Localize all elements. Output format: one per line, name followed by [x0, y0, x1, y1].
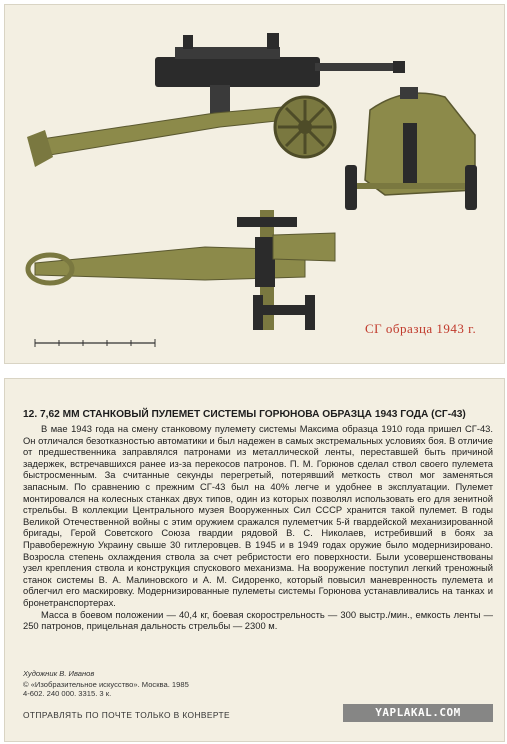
publisher-line-1: © «Изобразительное искусство». Москва. 1985 — [23, 680, 189, 689]
gun-shield — [365, 93, 475, 195]
publisher-info — [23, 680, 189, 698]
illustration-caption: СГ образца 1943 г. — [365, 321, 477, 336]
watermark-badge: YAPLAKAL.COM — [343, 704, 493, 722]
muzzle — [393, 61, 405, 73]
shield-muzzle — [400, 87, 418, 99]
rear-sight — [183, 35, 193, 49]
top-shield — [273, 233, 335, 261]
front-mount — [403, 123, 417, 183]
description-card — [4, 378, 505, 742]
mail-instruction: ОТПРАВЛЯТЬ ПО ПОЧТЕ ТОЛЬКО В КОНВЕРТЕ — [23, 710, 230, 720]
article-body — [23, 423, 493, 632]
front-left-wheel — [345, 165, 357, 210]
gun-receiver — [155, 57, 320, 87]
top-gun-body — [255, 237, 275, 287]
carry-handle — [267, 33, 279, 49]
front-right-wheel — [465, 165, 477, 210]
top-front-axle — [237, 217, 297, 227]
top-wheel-right — [305, 295, 315, 330]
side-view — [27, 33, 405, 167]
front-axle — [357, 183, 465, 189]
article-paragraph-2: Масса в боевом положении — 40,4 кг, боевая скорострельность — 300 выстр./мин., емкость ленты — 250 патронов, прицельная дальность стрельбы — 2300 м. — [23, 608, 493, 632]
mount-post — [210, 85, 230, 115]
carriage-trail — [35, 105, 315, 155]
top-view — [28, 210, 335, 330]
scale-bar — [35, 339, 155, 347]
article-paragraph-1: В мае 1943 года на смену станковому пулемету системы Максима образца 1910 года пришел СГ-43. Он отличался безотказностью автоматики и был надежен в самых экстремальных условиях боя. В отличие от предшественника заправлялся патронами из металлической ленты, переставшей быть причиной задержек, встречавшихся ранее из-за перекосов патронов. П. М. Горюнов сделал ствол своего пулемета быстросменным. За считанные секунды перегретый, потерявший меткость ствол мог заменяться запасным. По сравнению с прежним СГ-43 был на 40% легче и удобнее в эксплуатации. Пулемет монтировался на колесных станках двух типов, один из которых позволял использовать его для зенитной стрельбы. В коллекции Центрального музея Вооруженных Сил СССР хранится такой пулемет. В годы Великой Отечественной войны с этим оружием сражался пулеметчик 5-й гвардейской механизированной бригады, Герой Советского Союза гвардии рядовой В. С. Николаев, истребивший в боях за Правобережную Украину свыше 30 гитлеровцев. В 1945 и в 1949 годах оружие было модернизировано. Возросла степень охлаждения ствола за счет ребристости его поверхности. Были усовершенствованы узел крепления ствола и конструкция спускового механизма. На вооружение поступил легкий треножный станок системы В. А. Малиновского и А. М. Сидоренко, который повысил маневренность пулемета и облегчил его маскировку. Модернизированные пулеметы системы Горюнова устанавливались на танках и бронетранспортерах. — [23, 423, 493, 608]
publisher-line-2: 4-602. 240 000. 3315. 3 к. — [23, 689, 112, 698]
front-view — [345, 87, 477, 210]
article-title: 12. 7,62 ММ СТАНКОВЫЙ ПУЛЕМЕТ СИСТЕМЫ ГОРЮНОВА ОБРАЗЦА 1943 ГОДА (СГ-43) — [23, 409, 466, 420]
machine-gun-illustration — [5, 5, 504, 363]
gun-barrel — [315, 63, 395, 71]
top-wheel-left — [253, 295, 263, 330]
illustration-card — [4, 4, 505, 364]
artist-credit: Художник В. Иванов — [23, 669, 95, 678]
trail-spade — [27, 130, 53, 167]
